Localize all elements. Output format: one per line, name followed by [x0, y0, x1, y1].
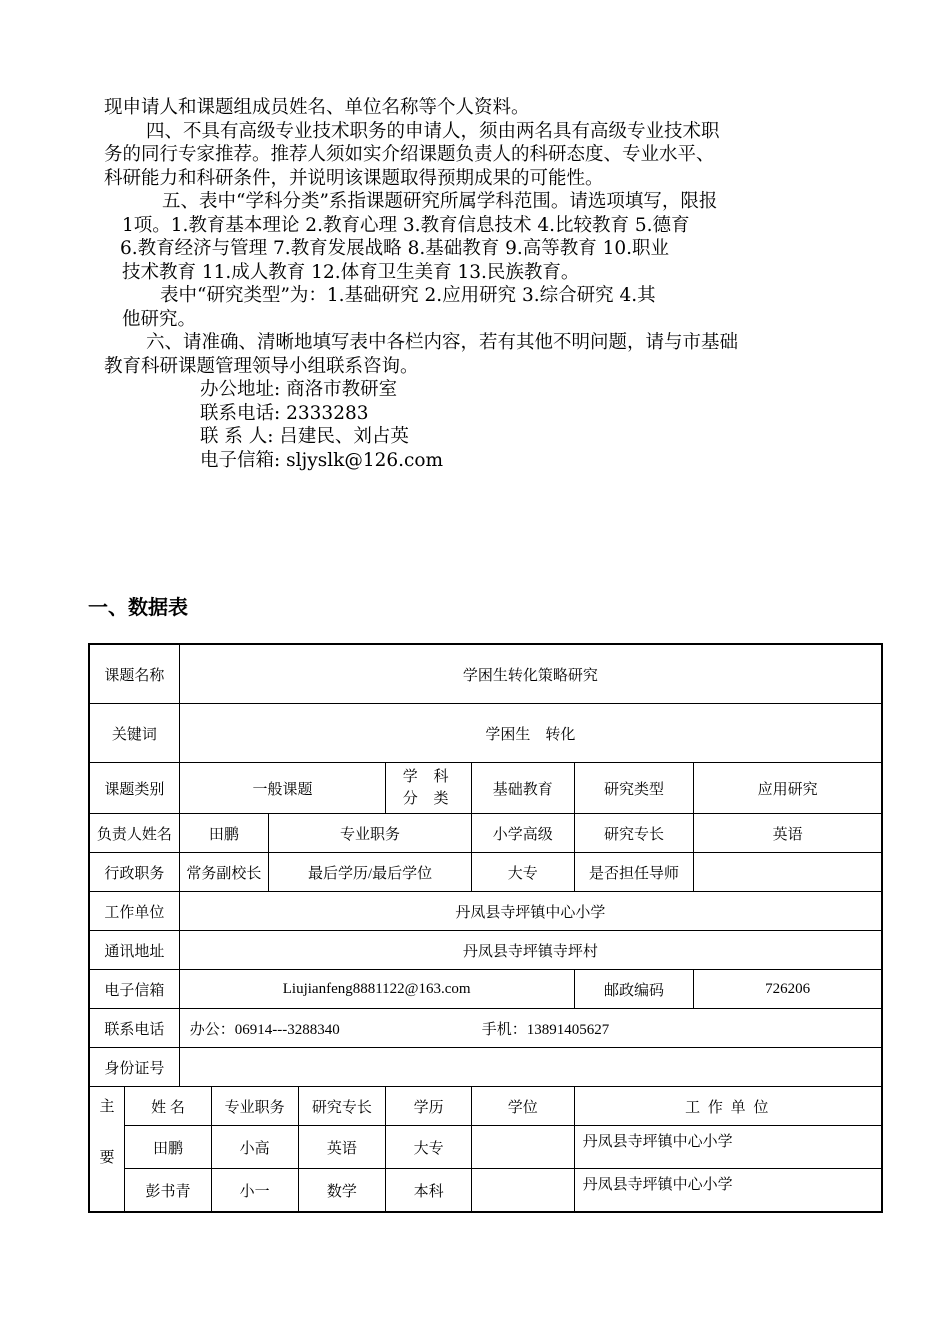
education-field[interactable]: 大专 — [471, 853, 574, 892]
member-title[interactable]: 小高 — [211, 1126, 298, 1169]
contact-phone: 联系电话: 2333283 — [200, 402, 369, 424]
member-education[interactable]: 大专 — [386, 1126, 472, 1169]
instruction-line: 务的同行专家推荐。推荐人须如实介绍课题负责人的科研态度、专业水平、 — [104, 144, 715, 165]
data-table — [88, 643, 883, 1213]
work-unit-label: 工作单位 — [89, 892, 179, 931]
phone-field[interactable] — [179, 1009, 882, 1048]
members-header-name: 姓 名 — [125, 1087, 212, 1126]
specialty-field[interactable]: 英语 — [694, 814, 882, 853]
postcode-field[interactable]: 726206 — [694, 970, 882, 1009]
instruction-line: 现申请人和课题组成员姓名、单位名称等个人资料。 — [104, 97, 530, 118]
research-type-label: 研究类型 — [574, 763, 694, 814]
title-field[interactable]: 小学高级 — [471, 814, 574, 853]
keywords-field[interactable]: 学困生 转化 — [179, 704, 882, 763]
member-education[interactable]: 本科 — [386, 1169, 472, 1213]
instructions-block — [104, 96, 846, 472]
member-name[interactable]: 田鹏 — [125, 1126, 212, 1169]
discipline-label-line1: 学 科 — [402, 769, 455, 785]
admin-post-field[interactable]: 常务副校长 — [179, 853, 268, 892]
instruction-line: 1项。1.教育基本理论 2.教育心理 3.教育信息技术 4.比较教育 5.德育 — [122, 214, 690, 236]
discipline-label — [386, 763, 472, 814]
project-name-label: 课题名称 — [89, 644, 179, 704]
member-unit[interactable]: 丹凤县寺坪镇中心小学 — [574, 1169, 882, 1213]
work-unit-field[interactable]: 丹凤县寺坪镇中心小学 — [179, 892, 882, 931]
id-label: 身份证号 — [89, 1048, 179, 1087]
email-field[interactable]: Liujianfeng8881122@163.com — [179, 970, 574, 1009]
supervisor-field[interactable] — [694, 853, 882, 892]
member-specialty[interactable]: 英语 — [298, 1126, 386, 1169]
contact-person: 联 系 人: 吕建民、刘占英 — [200, 426, 409, 447]
members-side-char2: 要 — [99, 1150, 115, 1166]
instruction-line: 他研究。 — [122, 308, 197, 330]
id-field[interactable] — [179, 1048, 882, 1087]
members-header-education: 学历 — [386, 1087, 472, 1126]
discipline-field[interactable]: 基础教育 — [471, 763, 574, 814]
phone-office: 办公：06914---3288340 — [189, 1021, 340, 1038]
instruction-line: 教育科研课题管理领导小组联系咨询。 — [104, 355, 419, 377]
instruction-line: 五、表中“学科分类”系指课题研究所属学科范围。请选项填写，限报 — [162, 191, 718, 212]
instruction-line: 六、请准确、清晰地填写表中各栏内容，若有其他不明问题，请与市基础 — [146, 332, 739, 353]
postcode-label: 邮政编码 — [574, 970, 694, 1009]
instruction-line: 科研能力和科研条件，并说明该课题取得预期成果的可能性。 — [104, 167, 604, 189]
members-header-degree: 学位 — [471, 1087, 574, 1126]
members-side-char1: 主 — [99, 1099, 115, 1115]
member-unit[interactable]: 丹凤县寺坪镇中心小学 — [574, 1126, 882, 1169]
member-title[interactable]: 小一 — [211, 1169, 298, 1213]
address-label: 通讯地址 — [89, 931, 179, 970]
leader-name-label: 负责人姓名 — [89, 814, 179, 853]
members-side-label — [89, 1087, 125, 1213]
leader-name-field[interactable]: 田鹏 — [179, 814, 268, 853]
member-name[interactable]: 彭书青 — [125, 1169, 212, 1213]
contact-address: 办公地址: 商洛市教研室 — [200, 379, 398, 400]
instruction-line: 表中“研究类型”为：1.基础研究 2.应用研究 3.综合研究 4.其 — [160, 285, 656, 306]
member-degree[interactable] — [471, 1126, 574, 1169]
phone-label: 联系电话 — [89, 1009, 179, 1048]
specialty-label: 研究专长 — [574, 814, 694, 853]
keywords-label: 关键词 — [89, 704, 179, 763]
contact-email: 电子信箱: sljyslk@126.com — [200, 449, 444, 471]
research-type-field[interactable]: 应用研究 — [694, 763, 882, 814]
discipline-label-line2: 分 类 — [402, 791, 455, 807]
members-header-unit: 工 作 单 位 — [574, 1087, 882, 1126]
category-label: 课题类别 — [89, 763, 179, 814]
title-label: 专业职务 — [269, 814, 472, 853]
instruction-line: 四、不具有高级专业技术职务的申请人，须由两名具有高级专业技术职 — [146, 120, 720, 142]
category-field[interactable]: 一般课题 — [179, 763, 386, 814]
project-name-field[interactable]: 学困生转化策略研究 — [179, 644, 882, 704]
section-heading: 一、数据表 — [88, 595, 188, 619]
instruction-line: 技术教育 11.成人教育 12.体育卫生美育 13.民族教育。 — [122, 261, 580, 283]
address-field[interactable]: 丹凤县寺坪镇寺坪村 — [179, 931, 882, 970]
members-header-specialty: 研究专长 — [298, 1087, 386, 1126]
members-header-title: 专业职务 — [211, 1087, 298, 1126]
instruction-line: 6.教育经济与管理 7.教育发展战略 8.基础教育 9.高等教育 10.职业 — [120, 238, 670, 259]
member-specialty[interactable]: 数学 — [298, 1169, 386, 1213]
member-degree[interactable] — [471, 1169, 574, 1213]
admin-post-label: 行政职务 — [89, 853, 179, 892]
education-label: 最后学历/最后学位 — [269, 853, 472, 892]
email-label: 电子信箱 — [89, 970, 179, 1009]
supervisor-label: 是否担任导师 — [574, 853, 694, 892]
phone-mobile: 手机：13891405627 — [481, 1021, 610, 1038]
